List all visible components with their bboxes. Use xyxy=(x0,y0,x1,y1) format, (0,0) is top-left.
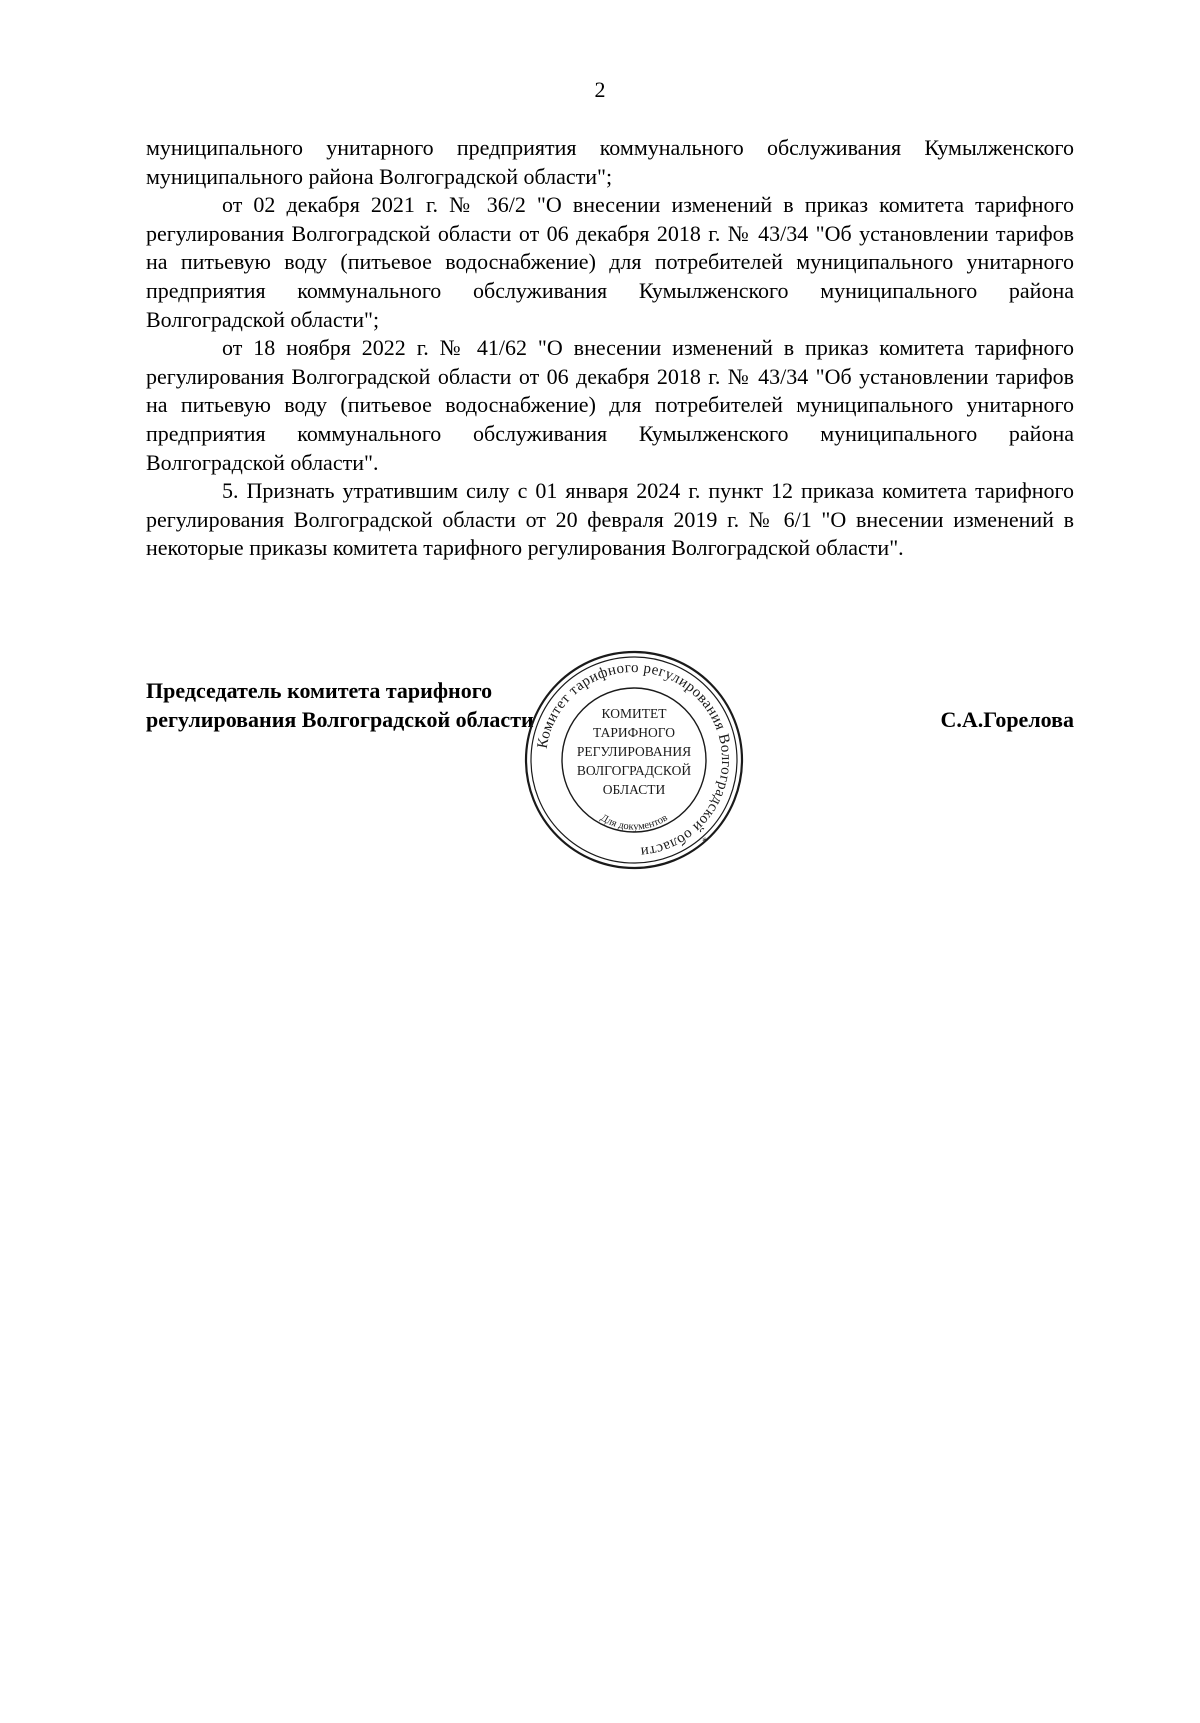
signer-title-line1: Председатель комитета тарифного xyxy=(146,678,493,703)
stamp-center-text xyxy=(577,706,691,797)
stamp-inner-arc-textpath: Для документов xyxy=(598,812,670,833)
stamp-center-line1: КОМИТЕТ xyxy=(601,706,667,721)
stamp-seal xyxy=(522,648,746,872)
stamp-center-line2: ТАРИФНОГО xyxy=(593,725,675,740)
stamp-ring-textpath: Комитет тарифного регулирования Волгоградской области xyxy=(534,659,735,860)
page-number: 2 xyxy=(594,77,606,102)
signer-title-line2: регулирования Волгоградской области xyxy=(146,707,534,732)
stamp-star: * xyxy=(702,834,708,848)
paragraph-item-5: 5. Признать утратившим силу с 01 января 2024 г. пункт 12 приказа комитета тарифного регулирования Волгоградской области от 20 февраля 2019 г. № 6/1 "О внесении изменений в некоторые приказы комитета тарифного регулирования Волгоградской области". xyxy=(146,478,1074,561)
stamp-center-line5: ОБЛАСТИ xyxy=(602,782,666,797)
paragraph-continuation: муниципального унитарного предприятия коммунального обслуживания Кумылженского муниципального района Волгоградской области"; xyxy=(146,135,1074,189)
stamp-center-line3: РЕГУЛИРОВАНИЯ xyxy=(576,744,692,759)
paragraph-order-2021: от 02 декабря 2021 г. № 36/2 "О внесении изменений в приказ комитета тарифного регулирования Волгоградской области от 06 декабря 2018 г. № 43/34 "Об установлении тарифов на питьевую воду (питьевое водоснабжение) для потребителей муниципального унитарного предприятия коммунального обслуживания Кумылженского муниципального района Волгоградской области"; xyxy=(146,192,1074,332)
signer-name: С.А.Горелова xyxy=(940,707,1074,732)
stamp-outer-ring xyxy=(526,652,742,868)
stamp-inner-arc-text xyxy=(598,812,669,832)
stamp-rings xyxy=(526,652,742,868)
paragraph-order-2022: от 18 ноября 2022 г. № 41/62 "О внесении изменений в приказ комитета тарифного регулирования Волгоградской области от 06 декабря 2018 г. № 43/34 "Об установлении тарифов на питьевую воду (питьевое водоснабжение) для потребителей муниципального унитарного предприятия коммунального обслуживания Кумылженского муниципального района Волгоградской области". xyxy=(146,335,1074,475)
document-body xyxy=(146,134,1074,563)
official-stamp xyxy=(522,648,746,872)
stamp-center-line4: ВОЛГОГРАДСКОЙ xyxy=(576,763,692,778)
